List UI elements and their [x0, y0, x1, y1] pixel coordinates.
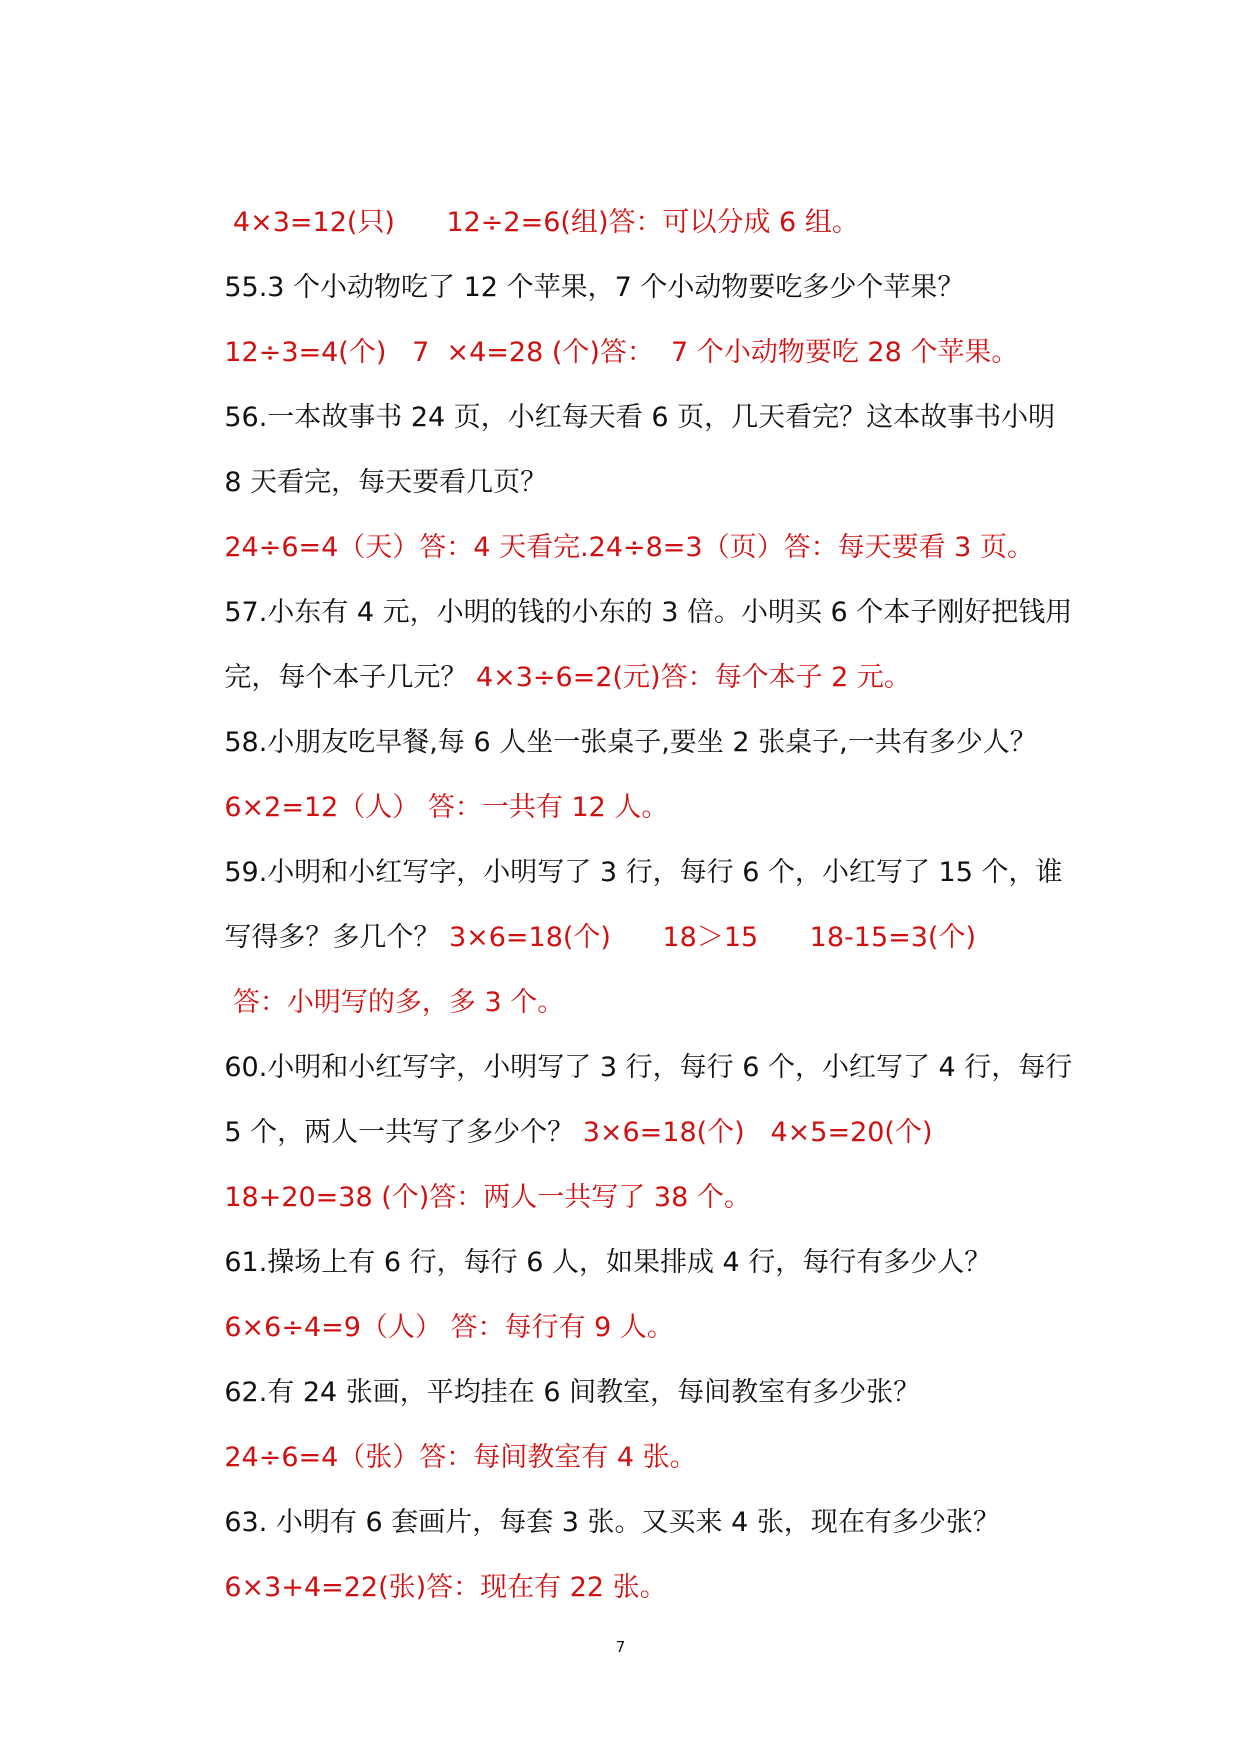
answer-text: 6×3+4=22(张)答：现在有 22 张。	[224, 1572, 667, 1603]
question-text: 56.一本故事书 24 页，小红每天看 6 页，几天看完？这本故事书小明	[224, 402, 1056, 433]
question-text: 58.小朋友吃早餐,每 6 人坐一张桌子,要坐 2 张桌子,一共有多少人？	[224, 727, 1037, 758]
question-57-line-2	[190, 618, 1070, 693]
question-56-line-1	[190, 358, 1070, 433]
question-text: 59.小明和小红写字，小明写了 3 行，每行 6 个，小红写了 15 个，谁	[224, 857, 1063, 888]
page-number: 7	[615, 1638, 626, 1656]
question-56-line-2	[190, 423, 1070, 498]
answer-line-55	[190, 293, 1070, 368]
question-text: 63. 小明有 6 套画片，每套 3 张。又买来 4 张，现在有多少张？	[224, 1507, 1000, 1538]
answer-line-60	[190, 1138, 1070, 1213]
question-55	[190, 228, 1070, 303]
answer-text: 12÷3=4(个) 7 ×4=28 (个)答： 7 个小动物要吃 28 个苹果。	[224, 337, 1019, 368]
question-text: 8 天看完，每天要看几页？	[224, 467, 548, 498]
question-text: 61.操场上有 6 行，每行 6 人，如果排成 4 行，每行有多少人？	[224, 1247, 992, 1278]
question-text: 5 个，两人一共写了多少个？	[224, 1117, 583, 1148]
question-59-line-1	[190, 813, 1070, 888]
answer-line-62	[190, 1398, 1070, 1473]
answer-line-63	[190, 1528, 1070, 1603]
answer-text: 3×6=18(个) 4×5=20(个)	[582, 1117, 933, 1148]
answer-text: 6×2=12（人） 答：一共有 12 人。	[224, 792, 669, 823]
answer-text: 4×3=12(只) 12÷2=6(组)答：可以分成 6 组。	[224, 207, 859, 238]
question-text: 60.小明和小红写字，小明写了 3 行，每行 6 个，小红写了 4 行，每行	[224, 1052, 1073, 1083]
answer-line-56	[190, 488, 1070, 563]
question-60-line-1	[190, 1008, 1073, 1083]
answer-line-59	[190, 943, 1070, 1018]
question-text: 55.3 个小动物吃了 12 个苹果，7 个小动物要吃多少个苹果？	[224, 272, 965, 303]
question-text: 完，每个本子几元？	[224, 662, 476, 693]
question-text: 57.小东有 4 元，小明的钱的小东的 3 倍。小明买 6 个本子刚好把钱用	[224, 597, 1073, 628]
answer-line-61	[190, 1268, 1070, 1343]
question-61	[190, 1203, 1070, 1278]
answer-line-58	[190, 748, 1070, 823]
question-text: 62.有 24 张画，平均挂在 6 间教室，每间教室有多少张？	[224, 1377, 921, 1408]
answer-text: 24÷6=4（天）答：4 天看完.24÷8=3（页）答：每天要看 3 页。	[224, 532, 1034, 563]
question-63	[190, 1463, 1070, 1538]
question-text: 写得多？多几个？	[224, 922, 449, 953]
question-57-line-1	[190, 553, 1073, 628]
answer-text: 18+20=38 (个)答：两人一共写了 38 个。	[224, 1182, 751, 1213]
question-59-line-2	[190, 878, 1070, 953]
answer-text: 3×6=18(个) 18＞15 18-15=3(个)	[448, 922, 976, 953]
question-62	[190, 1333, 1070, 1408]
answer-text: 4×3÷6=2(元)答：每个本子 2 元。	[475, 662, 911, 693]
answer-text: 6×6÷4=9（人） 答：每行有 9 人。	[224, 1312, 674, 1343]
answer-line-54	[190, 163, 1070, 238]
question-60-line-2	[190, 1073, 1070, 1148]
answer-text: 24÷6=4（张）答：每间教室有 4 张。	[224, 1442, 697, 1473]
answer-text: 答：小明写的多，多 3 个。	[224, 987, 565, 1018]
question-58	[190, 683, 1070, 758]
